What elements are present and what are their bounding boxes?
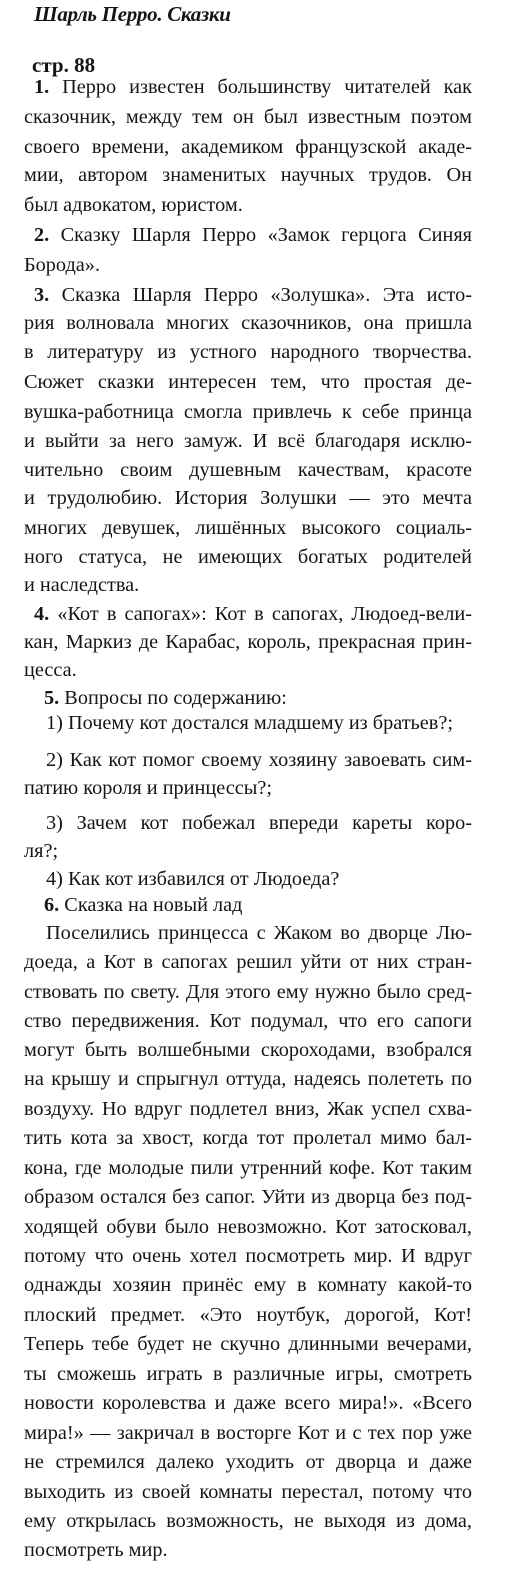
text-line: [24, 1212, 472, 1242]
text-line: [24, 977, 472, 1007]
text-line: [24, 1388, 472, 1418]
text-line: [24, 655, 472, 685]
text-line: [24, 1094, 472, 1124]
line-text: чительно своим душевным качествам, красоте: [24, 459, 472, 481]
line-text: мии, автором знаменитых научных трудов. Он: [24, 164, 472, 186]
line-text: Борода».: [24, 254, 101, 276]
line-text: и наследства.: [24, 574, 140, 596]
text-line: [46, 918, 472, 948]
line-text: 4) Как кот избавился от Людоеда?: [46, 868, 340, 890]
text-line: [34, 220, 472, 250]
text-line: [24, 250, 472, 280]
text-line: [34, 280, 472, 310]
line-text: Сказку Шарля Перро «Замок герцога Синяя: [60, 224, 472, 246]
line-text: 2) Как кот помог своему хозяину завоевать сим-: [46, 749, 472, 771]
line-text: Сюжет сказки интересен тем, что простая де-: [24, 371, 472, 393]
line-text: был адвокатом, юристом.: [24, 194, 243, 216]
item-number: 1.: [34, 76, 50, 98]
line-text: доеда, а Кот в сапогах решил уйти от них стран-: [24, 951, 472, 973]
line-text: ство передвижения. Кот подумал, что его сапоги: [24, 1010, 472, 1032]
text-line: [46, 808, 472, 838]
text-line: [24, 542, 472, 572]
line-text: и выйти за него замуж. И всё благодаря исклю-: [24, 430, 472, 452]
text-line: [24, 1329, 472, 1359]
line-text: на крышу и спрыгнул оттуда, надеясь полететь по: [24, 1068, 472, 1090]
item-number: 3.: [34, 284, 50, 306]
line-text: Сказка Шарля Перро «Золушка». Эта исто-: [61, 284, 472, 306]
text-line: [24, 455, 472, 485]
text-line: [24, 483, 472, 513]
text-line: [24, 397, 472, 427]
text-line: [24, 426, 472, 456]
item-number: 2.: [34, 224, 50, 246]
line-text: ного статуса, не имеющих богатых родителей: [24, 546, 472, 568]
text-line: [24, 570, 472, 600]
line-text: Поселились принцесса с Жаком во дворце Лю-: [46, 922, 472, 944]
text-line: [24, 308, 472, 338]
text-line: [24, 947, 472, 977]
text-line: [34, 72, 472, 102]
line-text: Перро известен большинству читателей как: [62, 76, 472, 98]
text-line: [24, 773, 472, 803]
text-line: [24, 1006, 472, 1036]
page-reference: стр. 88: [32, 53, 96, 77]
line-text: рия волновала многих сказочников, она пришла: [24, 312, 472, 334]
line-text: «Кот в сапогах»: Кот в сапогах, Людоед-вели-: [57, 603, 472, 625]
page-header: Шарль Перро. Сказки: [34, 2, 231, 26]
text-line: [24, 1270, 472, 1300]
line-text: мира!» — закричал в восторге Кот и с тех пор уже: [24, 1422, 472, 1444]
line-text: однажды хозяин принёс ему в комнату какой-то: [24, 1274, 472, 1296]
text-line: [44, 890, 472, 920]
line-text: многих девушек, лишённых высокого социаль-: [24, 517, 472, 539]
line-text: цесса.: [24, 659, 77, 681]
line-text: вушка-работница смогла привлечь к себе принца: [24, 401, 472, 423]
text-line: [24, 337, 472, 367]
line-text: посмотреть мир.: [24, 1539, 168, 1561]
text-line: [24, 367, 472, 397]
line-text: ему открылась возможность, не выходя из дома,: [24, 1510, 472, 1532]
line-text: 3) Зачем кот побежал впереди кареты коро-: [46, 812, 472, 834]
text-line: [24, 1064, 472, 1094]
text-line: [24, 1418, 472, 1448]
line-text: выходить из своей комнаты перестал, потому что: [24, 1481, 472, 1503]
text-line: [24, 160, 472, 190]
line-text: ты сможешь играть в различные игры, смотреть: [24, 1363, 472, 1385]
line-text: 1) Почему кот достался младшему из братьев?;: [46, 712, 454, 734]
text-line: [24, 132, 472, 162]
line-text: воздуху. Но вдруг подлетел вниз, Жак успел схва-: [24, 1098, 472, 1120]
text-line: [24, 1506, 472, 1536]
line-text: тить кота за хвост, когда тот пролетал мимо бал-: [24, 1127, 472, 1149]
item-number: 6.: [44, 894, 60, 916]
text-line: [24, 1447, 472, 1477]
text-line: [24, 102, 472, 132]
text-line: [46, 745, 472, 775]
text-line: [24, 513, 472, 543]
item-number: 5.: [44, 687, 60, 709]
line-text: сказочник, между тем он был известным поэтом: [24, 106, 472, 128]
item-number: 4.: [34, 603, 50, 625]
line-text: патию короля и принцессы?;: [24, 777, 273, 799]
text-line: [24, 1182, 472, 1212]
text-line: [24, 1035, 472, 1065]
text-line: [24, 190, 472, 220]
text-line: [24, 1153, 472, 1183]
line-text: не стремился далеко уходить от дворца и даже: [24, 1451, 472, 1473]
line-text: кона, где молодые пили утренний кофе. Кот таким: [24, 1157, 472, 1179]
line-text: Сказка на новый лад: [64, 894, 243, 916]
line-text: ходящей обуви было невозможно. Кот затосковал,: [24, 1216, 472, 1238]
line-text: Теперь тебе будет не скучно длинными вечерами,: [24, 1333, 472, 1355]
text-line: [24, 1300, 472, 1330]
line-text: новости королевства и даже всего мира!». «Всего: [24, 1392, 472, 1414]
text-line: [24, 1241, 472, 1271]
line-text: образом остался без сапог. Уйти из дворца без под-: [24, 1186, 472, 1208]
text-line: [24, 1359, 472, 1389]
text-line: [24, 836, 472, 866]
line-text: Вопросы по содержанию:: [64, 687, 287, 709]
line-text: в литературу из устного народного творчества.: [24, 341, 472, 363]
text-line: [34, 599, 472, 629]
line-text: своего времени, академиком французской акаде-: [24, 136, 472, 158]
line-text: и трудолюбию. История Золушки — это мечта: [24, 487, 472, 509]
text-line: [24, 627, 472, 657]
text-line: [46, 708, 472, 738]
line-text: ствовать по свету. Для этого ему нужно было сред-: [24, 981, 472, 1003]
text-line: [24, 1535, 472, 1565]
line-text: потому что очень хотел посмотреть мир. И вдруг: [24, 1245, 472, 1267]
line-text: ля?;: [24, 840, 59, 862]
text-line: [24, 1477, 472, 1507]
text-line: [24, 1123, 472, 1153]
line-text: кан, Маркиз де Карабас, король, прекрасная прин-: [24, 631, 472, 653]
line-text: могут быть волшебными скороходами, взобрался: [24, 1039, 472, 1061]
line-text: плоский предмет. «Это ноутбук, дорогой, Кот!: [24, 1304, 472, 1326]
